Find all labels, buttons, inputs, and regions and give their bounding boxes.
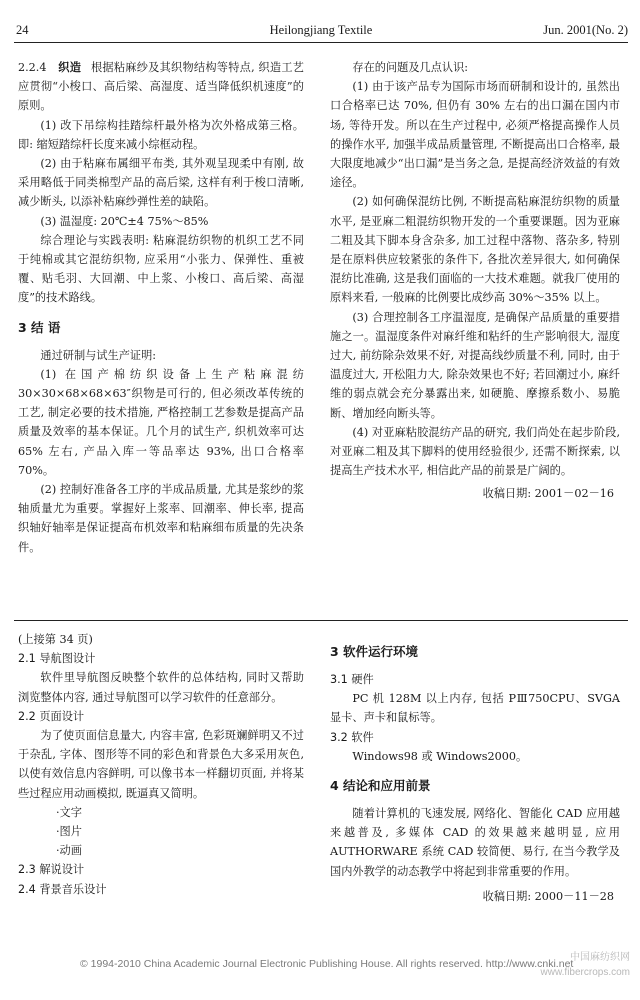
- copyright-footer: © 1994-2010 China Academic Journal Electronic Publishing House. All rights reserved. http://www.cnki.net: [80, 958, 574, 970]
- received-date: 收稿日期: 2000－11－28: [482, 889, 614, 903]
- paragraph: (3) 合理控制各工序温湿度, 是确保产品质量的重要措施之一。温湿度条件对麻纤维和粘纤的生产影响很大, 湿度过大, 前纺除杂效果不好, 对提高线纱质量不利, 同时, 由于温度过大, 开松阻力大, 除杂效果也不好; 若回潮过小, 麻纤维的弱点就会充分暴露出来, 如硬脆、摩擦系数小、易脆断、增加经向断头等。: [330, 310, 620, 420]
- paragraph: (4) 对亚麻粘胶混纺产品的研究, 我们尚处在起步阶段, 对亚麻二粗及其下脚料的使用经验很少, 还需不断探索, 以提高生产技术水平, 相信此产品的前景是广阔的。: [330, 425, 620, 478]
- section-keyword: 织造: [58, 61, 82, 74]
- section-text: 根据粘麻纱及其织物结构等特点, 织造工艺应贯彻“小梭口、高后梁、高湿度、适当降低织机速度”的原则。: [18, 61, 304, 113]
- section-heading: 3 软件运行环境: [330, 644, 419, 659]
- subsection-heading: 2.1 导航图设计: [18, 652, 96, 666]
- section-number: 2.2.4: [18, 61, 47, 74]
- subsection-heading: 2.2 页面设计: [18, 709, 85, 723]
- subsection-heading: 2.4 背景音乐设计: [18, 882, 107, 896]
- journal-title: Heilongjiang Textile: [269, 23, 373, 37]
- upper-right-column: [330, 58, 620, 504]
- section-divider: [14, 620, 628, 621]
- paragraph: (3) 温湿度: 20℃±4 75%～85%: [40, 214, 209, 228]
- lower-left-column: [18, 630, 304, 899]
- paragraph: 随着计算机的飞速发展, 网络化、智能化 CAD 应用越来越普及, 多媒体 CAD 的效果越来越明显, 应用 AUTHORWARE 系统 CAD 较简便、易行, 在当今教学及国内外教学的动态教学中将起到非常重要的作用。: [330, 807, 620, 878]
- subsection-heading: 3.1 硬件: [330, 673, 374, 686]
- upper-left-column: [18, 58, 304, 557]
- lower-right-column: [330, 640, 620, 906]
- subsection-heading: 3.2 软件: [330, 730, 374, 744]
- continued-note: (上接第 34 页): [18, 633, 93, 646]
- paragraph: (2) 控制好准备各工序的半成品质量, 尤其是浆纱的浆轴质量尤为重要。掌握好上浆率、回潮率、伸长率, 提高织轴好轴率是保证提高布机效率和粘麻细布质量的先决条件。: [18, 483, 304, 554]
- paragraph: 存在的问题及几点认识:: [352, 61, 469, 74]
- paragraph: (2) 如何确保混纺比例, 不断提高粘麻混纺织物的质量水平, 是亚麻二粗混纺织物开发的一个重要课题。因为亚麻二粗及其下脚本身含杂多, 加工过程中落物、落杂多, 特别是在原料供应较紧张的条件下, 各批次差异很大, 如何确保混纺比准确, 这是我们面临的一大技术难题。就我厂使用的原料来看, 一般麻的比例要比成纱高 30%～35% 以上。: [330, 195, 620, 305]
- paragraph: (1) 在国产棉纺织设备上生产粘麻混纺 30×30×68×68×63″织物是可行的, 但必须改革传统的工艺, 制定必要的技术措施, 严格控制工艺参数是提高产品质量及效率的基本保证。几个月的试生产, 织机效率可达 65% 左右, 产品入库一等品率达 93%, 出口合格率 70%。: [18, 367, 304, 477]
- subsection-heading: 2.3 解说设计: [18, 863, 85, 877]
- paragraph: PC 机 128M 以上内存, 包括 PⅢ750CPU、SVGA 显卡、声卡和鼠标等。: [330, 692, 620, 725]
- received-date: 收稿日期: 2001－02－16: [482, 487, 614, 501]
- watermark-line: www.fibercrops.com: [540, 967, 630, 978]
- paragraph-2-2-4: [18, 58, 304, 116]
- section-heading: 4 结论和应用前景: [330, 778, 431, 794]
- bullet-item: ·图片: [56, 825, 82, 839]
- page-header: [14, 20, 628, 43]
- page-number: 24: [16, 23, 29, 37]
- paragraph: Windows98 或 Windows2000。: [352, 749, 528, 763]
- section-heading-conclusion: 3 结 语: [18, 319, 61, 335]
- issue-info: Jun. 2001(No. 2): [543, 23, 628, 37]
- paragraph: (1) 改下吊综构挂踏综杆最外格为次外格成第三格。即: 缩短踏综杆长度来减小综框动程。: [18, 118, 304, 151]
- bullet-item: ·文字: [56, 805, 82, 819]
- paragraph: 综合理论与实践表明: 粘麻混纺织物的机织工艺不同于纯棉或其它混纺织物, 应采用“小张力、保弹性、重被覆、贴毛羽、大回潮、中上浆、小梭口、高后梁、高湿度”的技术路线。: [18, 233, 304, 305]
- bullet-item: ·动画: [56, 844, 82, 858]
- paragraph: 为了使页面信息量大, 内容丰富, 色彩斑斓鲜明又不过于杂乱, 字体、图形等不同的彩色和背景色大多采用灰色, 以使有效信息内容鲜明, 可以像书本一样翻切页面, 并将某些过程应用动画模拟, 既逼真又简明。: [18, 729, 304, 800]
- paragraph: (2) 由于粘麻布属细平布类, 其外观呈现柔中有刚, 故采用略低于同类棉型产品的高后梁, 这样有利于梭口清晰, 减少断头, 以添补粘麻纱弹性差的缺陷。: [18, 157, 304, 209]
- paragraph: (1) 由于该产品专为国际市场而研制和设计的, 虽然出口合格率已达 70%, 但仍有 30% 左右的出口漏在国内市场, 等待开发。所以在生产过程中, 必须严格提高操作人员的操作水平, 加强半成品质量管理, 不断提高出口合格率, 最大限度地减少“出口漏”是当务之急, 是提高经济效益的有效途径。: [330, 80, 620, 190]
- paragraph: 通过研制与试生产证明:: [40, 348, 157, 362]
- site-watermark: [450, 950, 630, 996]
- paragraph: 软件里导航图反映整个软件的总体结构, 同时又帮助浏览整体内容, 通过导航图可以学习软件的任意部分。: [18, 671, 304, 704]
- watermark-line: 中国麻纺织网: [570, 952, 630, 963]
